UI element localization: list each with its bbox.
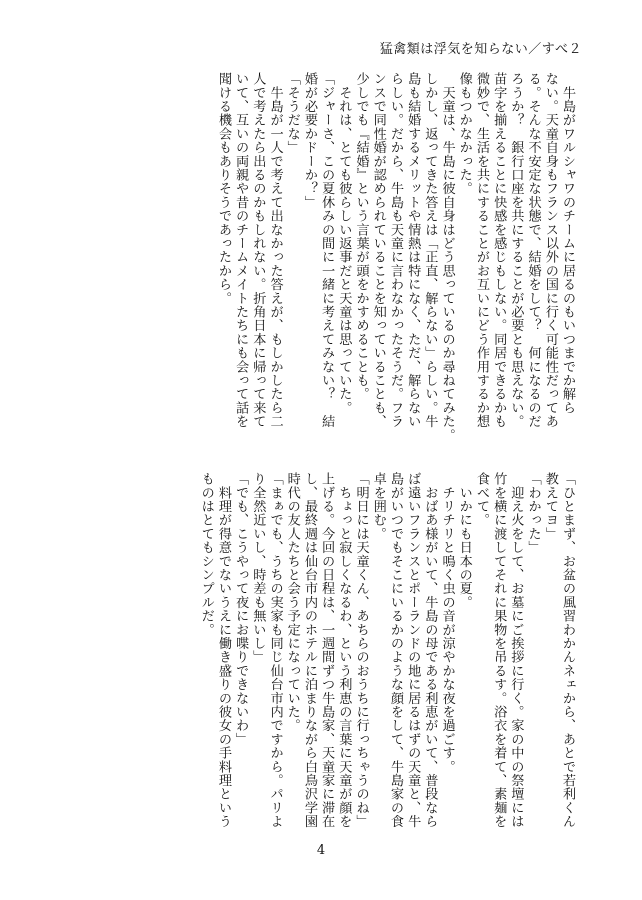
text-line: 少しでも『結婚』という言葉が頭をかすめることも。: [353, 72, 369, 401]
text-line: ものはとてもシンプルだ。: [198, 472, 214, 637]
text-line: し、最終週は仙台市内のホテルに泊まりながら白鳥沢学園: [301, 472, 317, 829]
text-line: 食べて。: [473, 472, 489, 527]
text-line: 「わかった」: [525, 472, 541, 555]
text-line: 「そうだな」: [284, 72, 300, 155]
text-line: 教えてヨ」: [542, 472, 558, 541]
text-line: 天童は、牛島に彼自身はどう思っているのか尋ねてみた。: [439, 72, 455, 442]
text-line: 上げる。今回の日程は、一週間ずつ牛島家、天童家に滞在: [319, 472, 335, 829]
text-line: 「ひとまず、お盆の風習わかんネェから、あとで若利くん: [560, 472, 575, 829]
running-header: 猛禽類は浮気を知らない／すべ２: [379, 42, 582, 57]
page-number: 4: [316, 843, 326, 858]
upper-text-block: [96, 72, 576, 442]
text-line: 微妙で、生活を共にすることがお互いにどう作用するか想: [473, 72, 489, 429]
text-line: 「でも、こうやって夜にお喋りできないわ」: [233, 472, 249, 746]
text-line: 牛島が一人で考えて出なかった答えが、もしかしたら二: [267, 72, 283, 429]
text-line: 迎え火をして、お墓にご挨拶に行く。家の中の祭壇には: [508, 472, 524, 829]
text-line: 時代の友人たちと会う予定になっていた。: [284, 472, 300, 733]
text-line: チリチリと鳴く虫の音が涼やかな夜を過ごす。: [439, 472, 455, 774]
text-line: 竹を横に渡してそれに果物を吊るす。浴衣を着て、素麺を: [491, 472, 507, 829]
lower-text-block: [96, 472, 576, 837]
text-line: 像もつかなかった。: [456, 72, 472, 196]
text-line: ろうか？ 銀行口座を共にすることが必要とも思えない。: [508, 72, 524, 429]
text-line: しかし、返ってきた答えは「正直、解らない」らしい。牛: [422, 72, 438, 429]
text-line: 「まぁでも、うちの実家も同じ仙台市内ですから。パリよ: [267, 472, 283, 829]
text-line: 人で考えたら出るのかもしれない。折角日本に帰って来て: [250, 72, 266, 429]
text-line: ない。天童自身もフランス以外の国に行く可能性だってあ: [542, 72, 558, 429]
text-line: ンスで同性婚が認められていることを知っていることも、: [370, 72, 386, 429]
text-line: それは、とても彼らしい返事だと天童は思っていた。: [336, 72, 352, 415]
text-line: おばあ様がいて、牛島の母である利恵がいて、普段なら: [422, 472, 438, 829]
text-line: 「ジャーさ、この夏休みの間に一緒に考えてみない？ 結: [319, 72, 335, 429]
text-line: らしい。だから、牛島も天童に言わなかったそうだ。フラ: [387, 72, 403, 429]
text-line: 聞ける機会もありそうであったから。: [215, 72, 231, 305]
text-line: 「明日には天童くん、あちらのおうちに行っちゃうのね」: [353, 472, 369, 829]
text-line: 婚が必要かドーか？」: [301, 72, 317, 209]
text-line: り全然近いし、時差も無いし」: [250, 472, 266, 664]
text-line: 牛島がワルシャワのチームに居るのもいつまでか解ら: [560, 72, 575, 415]
text-line: 苗字を揃えることに快感を感じもしない。同居できるかも: [491, 72, 507, 429]
text-line: いて、互いの両親や昔のチームメイトたちにも会って話を: [233, 72, 249, 429]
text-line: ば遠いフランスとポーランドの地に居るはずの天童と、牛: [405, 472, 421, 829]
text-line: 卓を囲む。: [370, 472, 386, 541]
text-line: 島がいつでもそこにいるかのような顔をして、牛島家の食: [387, 472, 403, 829]
text-line: 島も結婚するメリットや情熱は特になく、ただ、解らない: [405, 72, 421, 429]
text-line: いかにも日本の夏。: [456, 472, 472, 609]
text-line: ちょっと寂しくなるわ、という利恵の言葉に天童が顔を: [336, 472, 352, 829]
text-line: る。そんな不安定な状態で、結婚をして？ 何になるのだ: [525, 72, 541, 429]
text-line: 料理が得意でないうえに働き盛りの彼女の手料理という: [215, 472, 231, 829]
